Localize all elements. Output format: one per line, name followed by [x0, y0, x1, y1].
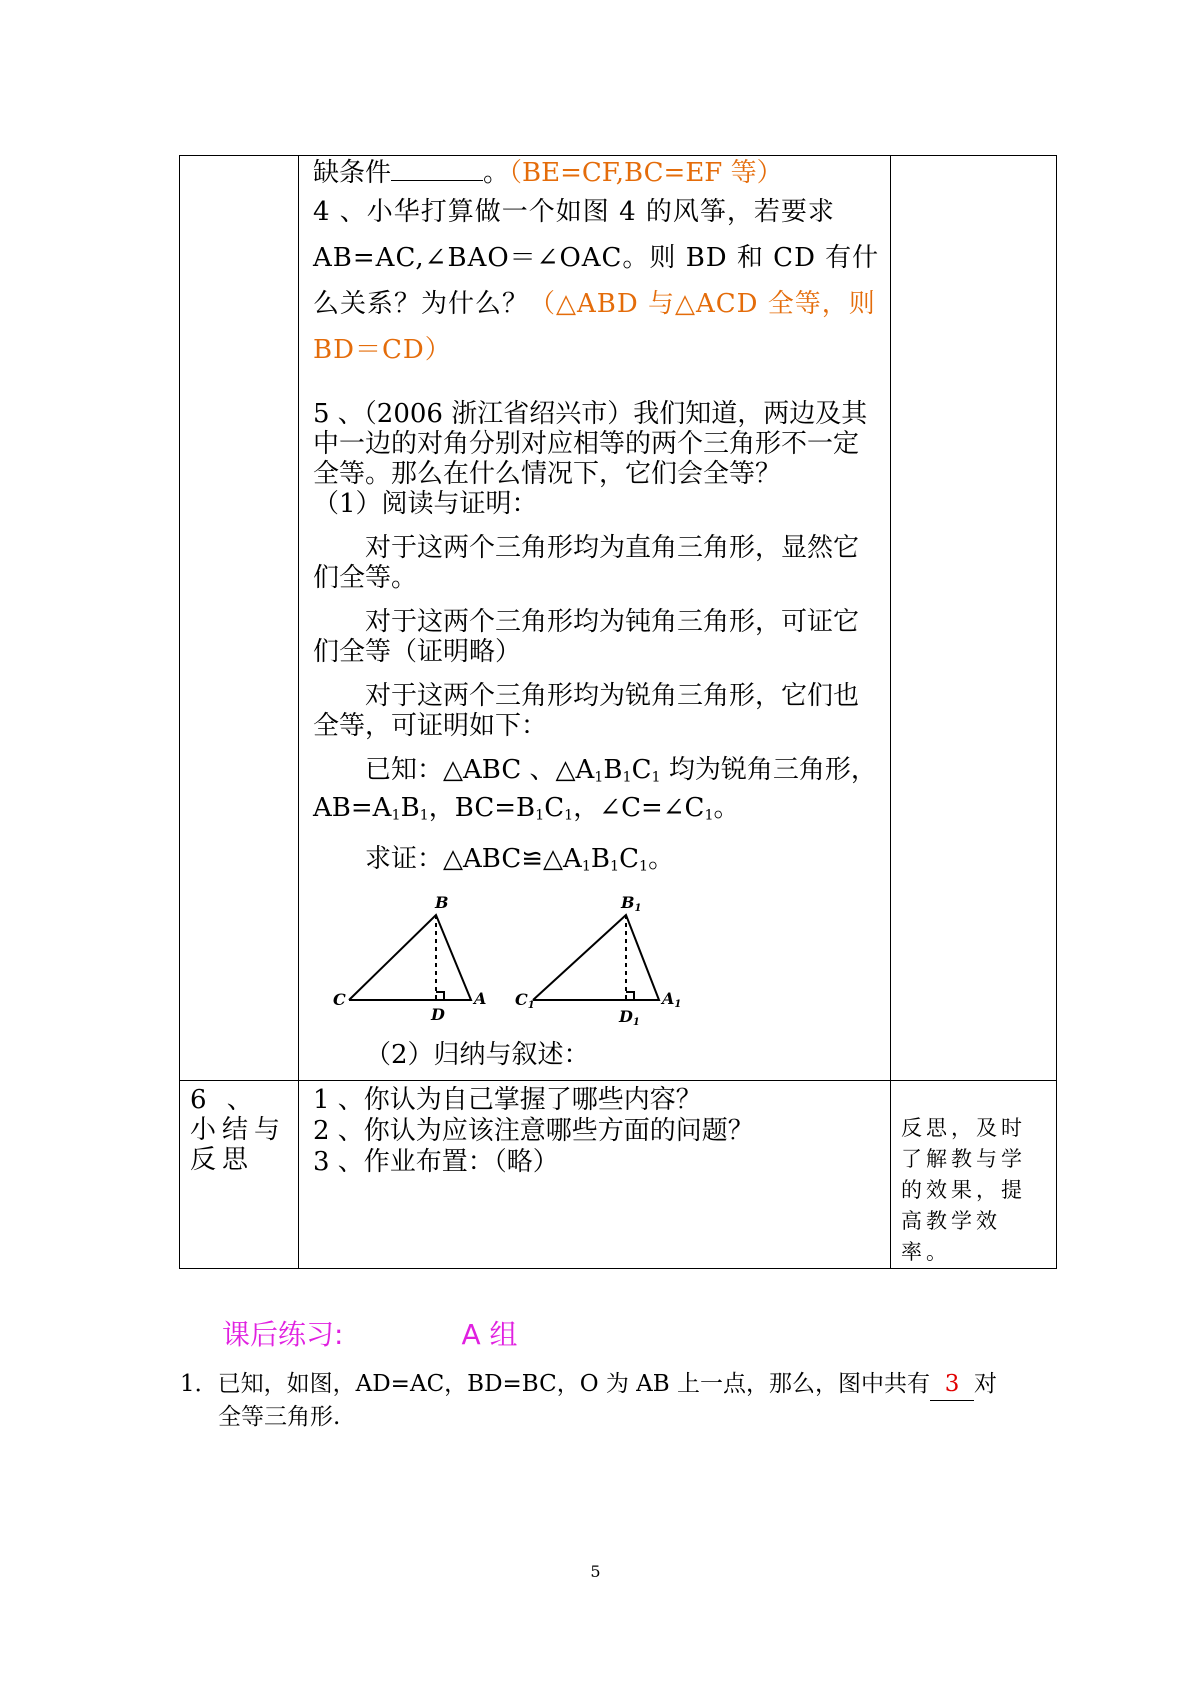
condition-prefix: 缺条件	[313, 158, 392, 188]
remark-cell-empty	[891, 156, 1057, 1081]
label-d1: D1	[619, 1006, 640, 1028]
paragraph-right-triangle: 对于这两个三角形均为直角三角形，显然它们全等。	[313, 533, 860, 593]
condition-answer: （BE=CF,BC=EF 等）	[509, 158, 783, 188]
exercise-1	[180, 1368, 1050, 1433]
condition-suffix: 。	[483, 158, 510, 188]
remark-cell	[891, 1081, 1057, 1269]
question-5-text: 5 、（2006 浙江省绍兴市）我们知道，两边及其中一边的对角分别对应相等的两个三角形不一定全等。那么在什么情况下，它们会全等？	[313, 399, 868, 489]
exercise-1-line1: 1．已知，如图，AD=AC，BD=BC，O 为 AB 上一点，那么，图中共有 3 对	[180, 1368, 1050, 1401]
page-number: 5	[590, 1562, 601, 1581]
question-4-text: 4 、小华打算做一个如图 4 的风筝，若要求 AB=AC,∠BAO＝∠OAC。则 BD 和 CD 有什么关系？为什么？	[313, 197, 880, 319]
question-5-part2: （2）归纳与叙述：	[365, 1039, 590, 1070]
remark-text: 反思，及时了解教与学的效果，提高教学效率。	[901, 1116, 1026, 1264]
stage-cell	[180, 156, 299, 1081]
label-b: B	[435, 892, 449, 912]
question-5-part1: （1）阅读与证明：	[313, 489, 538, 519]
stage-cell	[180, 1081, 299, 1269]
question-4	[313, 189, 880, 373]
triangle-a1b1c1	[533, 915, 659, 1000]
label-c1: C1	[515, 989, 535, 1011]
paragraph-obtuse-triangle: 对于这两个三角形均为钝角三角形，可证它们全等（证明略）	[313, 607, 860, 667]
label-b1: B1	[621, 892, 642, 914]
question-4-answer: （△ABD 与△ACD 全等，则 BD＝CD）	[313, 289, 876, 365]
table-row	[180, 156, 1057, 1081]
lesson-table	[179, 155, 1057, 1269]
label-a: A	[474, 988, 487, 1008]
group-label: A 组	[461, 1318, 518, 1351]
condition-line	[313, 156, 880, 187]
after-class-heading	[222, 1313, 518, 1353]
exercise-1-line2: 全等三角形.	[218, 1404, 341, 1430]
table-row	[180, 1081, 1057, 1269]
content-cell	[299, 156, 891, 1081]
list-item: 1 、你认为自己掌握了哪些内容？	[313, 1085, 702, 1115]
list-item: 3 、作业布置：（略）	[313, 1147, 559, 1177]
exercise-1-answer: 3	[930, 1368, 974, 1401]
content-cell	[299, 1081, 891, 1269]
answer-blank	[391, 156, 483, 181]
after-class-title: 课后练习:	[222, 1318, 344, 1351]
list-item: 2 、你认为应该注意哪些方面的问题？	[313, 1116, 754, 1146]
given-statement: 已知：△ABC 、$\triangle A_1B_1C_1$ 均为锐角三角形，$AB=A_1B_1$，$BC=B_1C_1$，$\angle C=\angle C_1$。	[313, 755, 877, 824]
prove-statement: 求证：$\triangle ABC≌\triangle A_1B_1C_1$。	[365, 844, 675, 875]
summary-stage-title: 6 、小结与反思	[190, 1085, 287, 1175]
summary-list	[299, 1081, 890, 1178]
triangle-abc	[349, 915, 471, 1000]
label-d: D	[431, 1004, 445, 1024]
label-a1: A1	[662, 988, 682, 1010]
paragraph-acute-triangle: 对于这两个三角形均为锐角三角形，它们也全等，可证明如下：	[313, 681, 860, 741]
triangle-figure	[321, 890, 721, 1030]
label-c: C	[333, 989, 346, 1009]
